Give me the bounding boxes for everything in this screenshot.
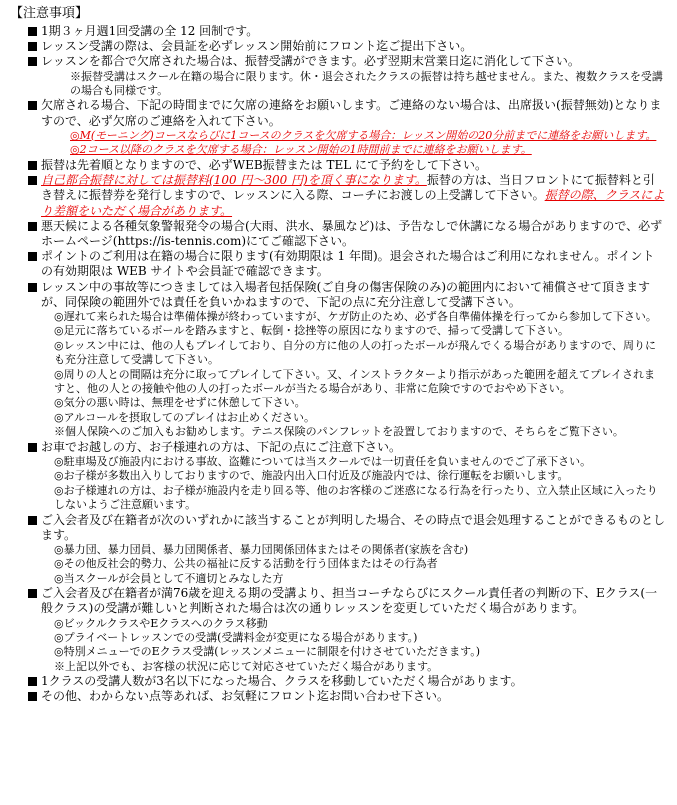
makeup-note: ※振替受講はスクール在籍の場合に限ります。休・退会されたクラスの振替は持ち越せません。また、複数クラスを受講の場合も同様です。 [70,69,663,98]
car-point: ◎お子様が多数出入りしておりますので、施設内出入口付近及び施設内では、徐行運転をお願いします。 [54,469,569,483]
notice-item-5: 振替は先着順となりますので、必ずWEB振替または TEL にて予約をして下さい。 [28,158,665,173]
makeup-price-diff-warning: 振替の際、クラスにより差額をいただく場合があります。 [41,188,665,218]
elder-point: ◎特別メニューでのEクラス受講(レッスンメニューに制限を付けさせていただきます。) [54,645,481,659]
antisocial-point: ◎当スクールが会員として不適切とみなした方 [54,571,284,585]
antisocial-point: ◎暴力団、暴力団員、暴力団関係者、暴力団関係団体またはその関係者(家族を含む) [54,542,469,556]
notice-item-6 [28,173,665,219]
absence-deadline-course2: ◎2コース以降のクラスを欠席する場合：レッスン開始の1時間前までに連絡をお願いします。 [70,143,532,157]
safety-point: ◎気分の悪い時は、無理をせずに休憩して下さい。 [54,396,306,410]
notice-item-13: 1クラスの受講人数が3名以下になった場合、クラスを移動していただく場合があります。 [28,674,665,689]
car-point: ◎お子様連れの方は、お子様が施設内を走り回る等、他のお客様のご迷惑になる行為を行ったり、立入禁止区域に入ったりしないようご注意願います。 [54,483,658,512]
safety-point: ◎アルコールを摂取してのプレイはお止めください。 [54,410,315,424]
antisocial-point: ◎その他反社会的勢力、公共の福祉に反する活動を行う団体またはその行為者 [54,557,438,571]
notice-item-10: お車でお越しの方、お子様連れの方は、下記の点にご注意下さい。 [28,440,665,455]
absence-deadline-morning: ◎M(モーニング)コースならびに1コースのクラスを欠席する場合：レッスン開始の20分前までに連絡をお願いします。 [70,128,657,142]
notice-item-9: レッスン中の事故等につきましては入場者包括保険(ご自身の傷害保険のみ)の範囲内において補償させて頂きますが、同保険の範囲外では責任を負いかねますので、下記の点に充分注意して受講下さい。 [28,280,665,310]
notice-title: 【注意事項】 [10,6,89,21]
notice-item-2: レッスン受講の際は、会員証を必ずレッスン開始前にフロント迄ご提出下さい。 [28,39,665,54]
safety-point: ◎レッスン中には、他の人もプレイしており、自分の方に他の人の打ったボールが飛んでくる場合がありますので、周りにも充分注意して受講して下さい。 [54,338,657,367]
notice-item-1: 1期３ヶ月週1回受講の全 12 回制です。 [28,24,665,39]
elder-point: ◎プライベートレッスンでの受講(受講料金が変更になる場合があります。) [54,630,418,644]
notice-item-8: ポイントのご利用は在籍の場合に限ります(有効期限は 1 年間)。退会された場合はご利用になれません。ポイントの有効期限は WEB サイトや会員証で確認できます。 [28,249,665,279]
notice-item-3: レッスンを都合で欠席された場合は、振替受講ができます。必ず翌期末営業日迄に消化して下さい。 [28,54,665,69]
makeup-fee-detail: 振替の方は、当日フロントにて振替料と引き替えに振替券を発行しますので、レッスンに入る際、コーチにお渡しの上受講して下さい。 [41,173,655,203]
makeup-fee-warning: 自己都合振替に対しては振替料(100 円～300 円)を頂く事になります。 [41,173,427,188]
elder-point: ◎ビックルクラスやEクラスへのクラス移動 [54,616,268,630]
safety-point: ◎遅れて来られた場合は準備体操が終わっていますが、ケガ防止のため、必ず各自準備体操を行ってから参加して下さい。 [54,310,657,324]
notice-item-11: ご入会者及び在籍者が次のいずれかに該当することが判明した場合、その時点で退会処理することができるものとします。 [28,513,665,543]
notice-item-14: その他、わからない点等あれば、お気軽にフロント迄お問い合わせ下さい。 [28,689,665,704]
notice-item-4: 欠席される場合、下記の時間までに欠席の連絡をお願いします。ご連絡のない場合は、出席扱い(振替無効)となりますので、必ず欠席のご連絡を入れて下さい。 [28,98,665,128]
safety-point: ◎周りの人との間隔は充分に取ってプレイして下さい。又、インストラクターより指示があった範囲を超えてプレイされますと、他の人との接触や他の人の打ったボールが当たる場合があり、非常に危険ですのでおやめ下さい。 [54,367,655,396]
insurance-note: ※個人保険へのご加入もお勧めします。テニス保険のパンフレットを設置しておりますので、そちらをご覧下さい。 [54,425,624,439]
notice-item-12: ご入会者及び在籍者が満76歳を迎える期の受講より、担当コーチならびにスクール責任者の判断の下、Eクラス(一般クラス)の受講が難しいと判断された場合は次の通りレッスンを変更していただく場合があります。 [28,586,665,616]
car-point: ◎駐車場及び施設内における事故、盗難については当スクールでは一切責任を負いませんのでご了承下さい。 [54,454,592,468]
elder-note: ※上記以外でも、お客様の状況に応じて対応させていただく場合があります。 [54,659,439,673]
notice-item-7: 悪天候による各種気象警報発令の場合(大雨、洪水、暴風など)は、予告なしで休講になる場合がありますので、必ずホームページ(https://is-tennis.com)にてご確認下さい。 [28,219,665,249]
safety-point: ◎足元に落ちているボールを踏みますと、転倒・捻挫等の原因になりますので、掃って受講して下さい。 [54,324,570,338]
